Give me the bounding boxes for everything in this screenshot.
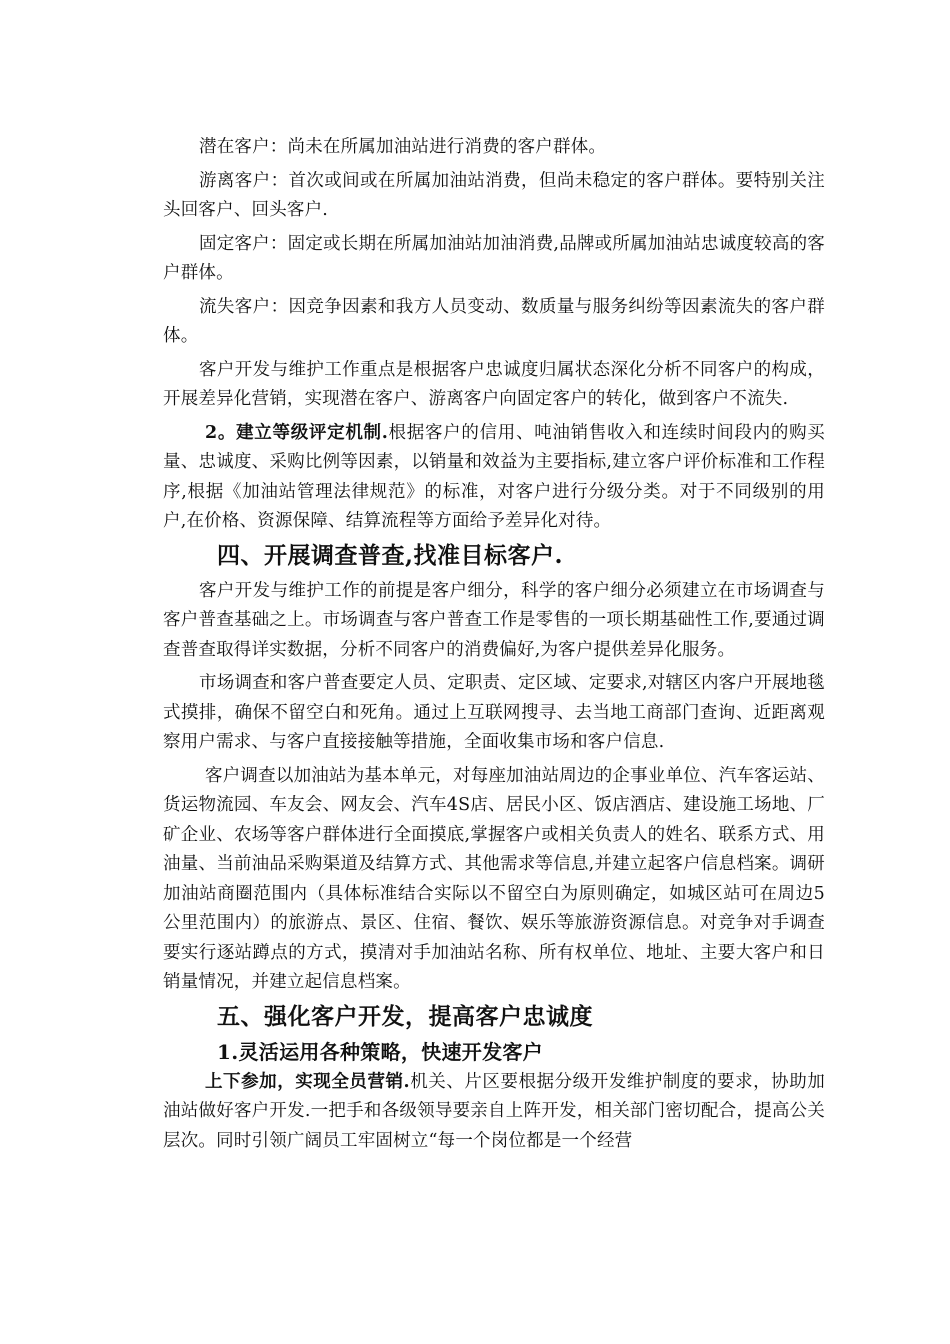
section-heading-5: 五、强化客户开发，提高客户忠诚度 (217, 1002, 593, 1030)
all-staff-marketing-heading: 上下参加，实现全员营销. (205, 1071, 410, 1092)
paragraph-lost-customers: 流失客户：因竞争因素和我方人员变动、数质量与服务纠纷等因素流失的客户群体。 (163, 296, 825, 346)
document-body (163, 133, 825, 1160)
paragraph-floating-customers: 游离客户：首次或间或在所属加油站消费，但尚未稳定的客户群体。要特别关注头回客户、回头客户. (163, 170, 825, 220)
rating-mechanism-text: 根据客户的信用、吨油销售收入和连续时间段内的购买量、忠诚度、采购比例等因素，以销量和效益为主要指标,建立客户评价标准和工作程序,根据《加油站管理法律规范》的标准，对客户进行分级分类。对于不同级别的用户,在价格、资源保障、结算流程等方面给予差异化对待。 (163, 422, 825, 531)
paragraph-potential-customers: 潜在客户：尚未在所属加油站进行消费的客户群体。 (199, 137, 607, 157)
section-heading-4: 四、开展调查普查,找准目标客户. (217, 541, 564, 569)
paragraph-work-focus: 客户开发与维护工作重点是根据客户忠诚度归属状态深化分析不同客户的构成，开展差异化营销，实现潜在客户、游离客户向固定客户的转化，做到客户不流失. (163, 359, 825, 409)
rating-mechanism-heading: 2。建立等级评定机制. (205, 422, 389, 443)
paragraph-customer-survey: 客户调查以加油站为基本单元，对每座加油站周边的企事业单位、汽车客运站、货运物流园、车友会、网友会、汽车4S店、居民小区、饭店酒店、建设施工场地、厂矿企业、农场等客户群体进行全面摸底,掌握客户或相关负责人的姓名、联系方式、用油量、当前油品采购渠道及结算方式、其他需求等信息,并建立起客户信息档案。调研加油站商圈范围内（具体标准结合实际以不留空白为原则确定，如城区站可在周边5公里范围内）的旅游点、景区、住宿、餐饮、娱乐等旅游资源信息。对竞争对手调查要实行逐站蹲点的方式，摸清对手加油站名称、所有权单位、地址、主要大客户和日销量情况，并建立起信息档案。 (163, 765, 825, 992)
all-staff-marketing-text: 机关、片区要根据分级开发维护制度的要求，协助加油站做好客户开发.一把手和各级领导要亲自上阵开发，相关部门密切配合，提高公关层次。同时引领广阔员工牢固树立“每一个岗位都是一个经营 (163, 1071, 825, 1151)
paragraph-customer-segmentation: 客户开发与维护工作的前提是客户细分，科学的客户细分必须建立在市场调查与客户普查基础之上。市场调查与客户普查工作是零售的一项长期基础性工作,要通过调查普查取得详实数据，分析不同客户的消费偏好,为客户提供差异化服务。 (163, 580, 825, 660)
paragraph-rating-mechanism (163, 419, 825, 537)
subsection-heading-5-1: 1.灵活运用各种策略，快速开发客户 (217, 1039, 543, 1064)
paragraph-fixed-customers: 固定客户：固定或长期在所属加油站加油消费,品牌或所属加油站忠诚度较高的客户群体。 (163, 233, 825, 283)
paragraph-market-survey: 市场调查和客户普查要定人员、定职责、定区域、定要求,对辖区内客户开展地毯式摸排，确保不留空白和死角。通过上互联网搜寻、去当地工商部门查询、近距离观察用户需求、与客户直接接触等措施，全面收集市场和客户信息. (163, 673, 825, 752)
paragraph-all-staff-marketing (163, 1068, 825, 1157)
